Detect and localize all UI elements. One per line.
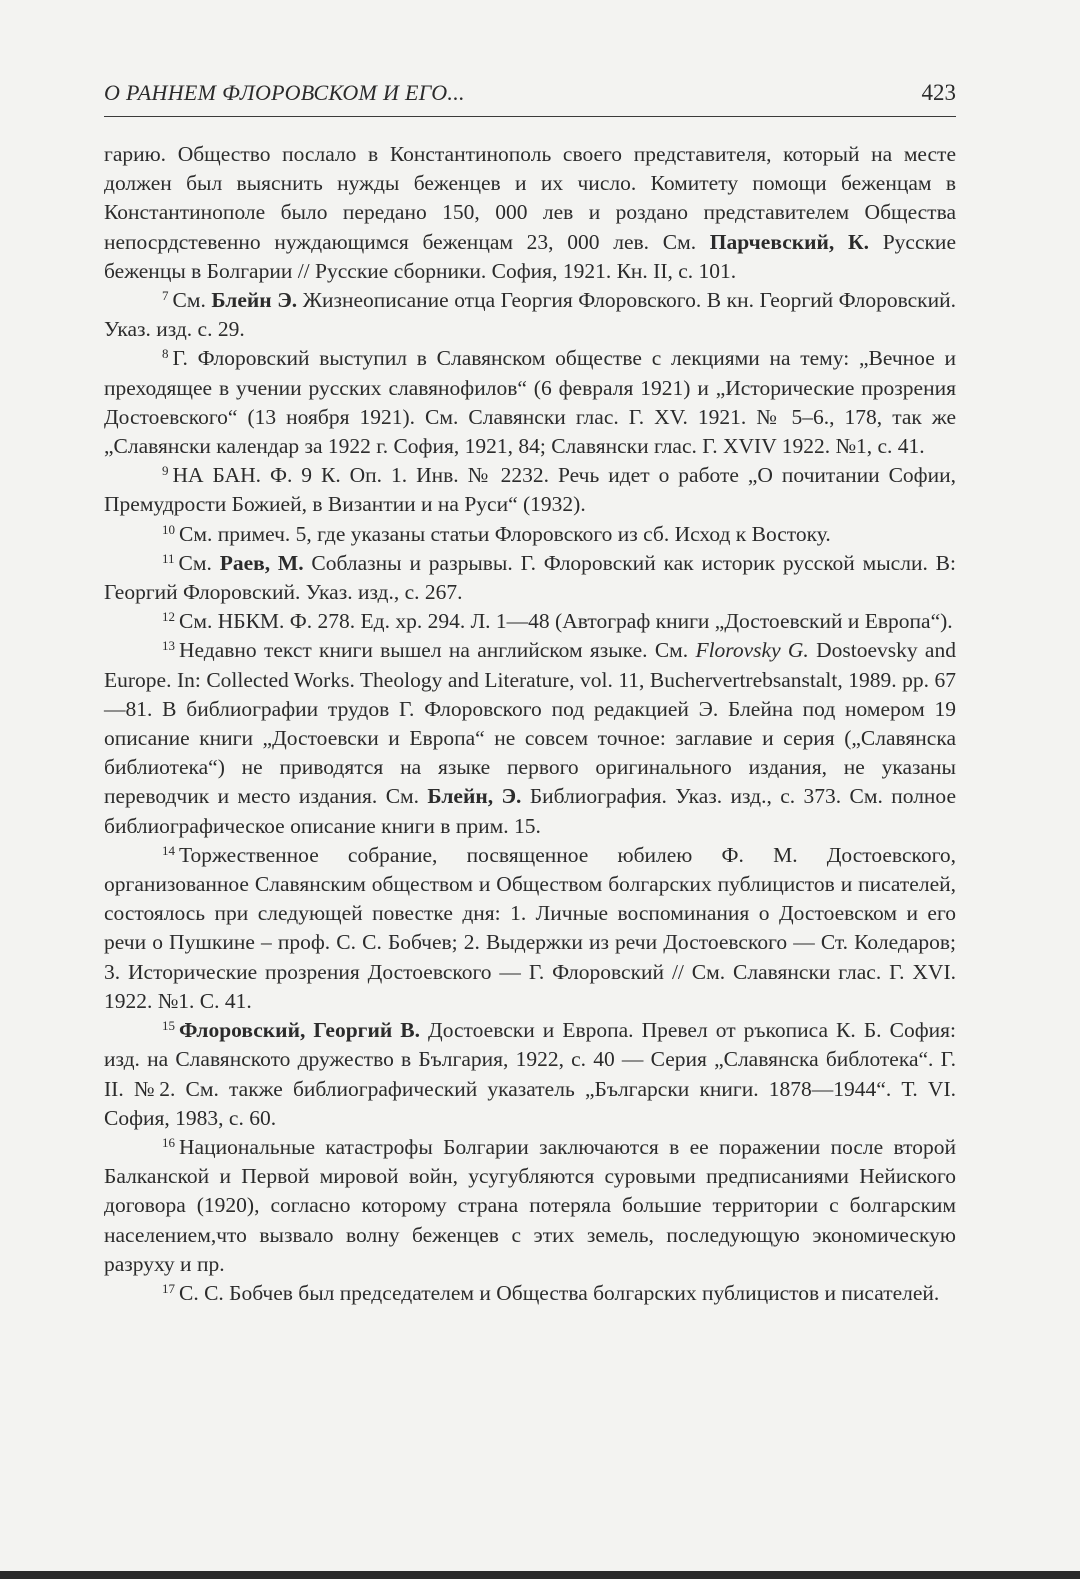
footnote-7: $^7$ См. Блейн Э. Жизнеописание отца Георгия Флоровского. В кн. Георгий Флоровский. Указ. изд. с. 29. — [104, 288, 956, 342]
footnote-number: 8 — [162, 346, 169, 362]
footnote-15: $^{15}$ Флоровский, Георгий В. Достоевски и Европа. Превел от ръкописа К. Б. София: изд. на Славянското дружество в България, 1922, с. 40 — Серия „Славянска библотека“. Г. II. №2. См. также библиографический указатель „Български книги. 1878—1944“. Т. VI. София, 1983, с. 60. — [104, 1018, 956, 1130]
footnote-number: 17 — [162, 1280, 175, 1296]
running-title: О РАННЕМ ФЛОРОВСКОМ И ЕГО... — [104, 80, 465, 105]
footnote-13: $^{13}$ Недавно текст книги вышел на английском языке. См. Florovsky G. Dostoevsky and Europe. In: Collected Works. Theology and Literature, vol. 11, Buchervertrebsanstalt, 1989. pp. 67—81. В библиографии трудов Г. Флоровского под редакцией Э. Блейна под номером 19 описание книги „Достоевски и Европа“ не совсем точное: заглавие и серия („Славянска библиотека“) не приводятся на языке первого оригинального издания, не указаны переводчик и место издания. См. Блейн, Э. Библиография. Указ. изд., с. 373. См. полное библиографическое описание книги в прим. 15. — [104, 638, 956, 838]
page-number: 423 — [921, 80, 956, 105]
footnote-10: $^{10}$ См. примеч. 5, где указаны статьи Флоровского из сб. Исход к Востоку. — [162, 521, 831, 546]
footnote-number: 14 — [162, 842, 175, 858]
footnote-16: $^{16}$ Национальные катастрофы Болгарии заключаются в ее поражении после второй Балканской и Первой мировой войн, усугубляются суровыми предписаниями Нейиского договора (1920), согласно которому страна потеряла большие территории с болгарским населением,что вызвало волну беженцев с этих земель, последующую экономическую разруху и пр. — [104, 1134, 956, 1276]
footnote-number: 10 — [162, 521, 175, 537]
footnote-number: 16 — [162, 1134, 175, 1150]
footnote-number: 15 — [162, 1018, 175, 1034]
footnote-6-continued: гарию. Общество послало в Константинополь своего представителя, который на месте должен был выяснить нужды беженцев и их число. Комитету помощи беженцам в Константинополе было передано 150, 000 лев и роздано представителем Общества непосрдстевенно нуждающимся беженцам 23, 000 лев. См. Парчевский, К. Русские беженцы в Болгарии // Русские сборники. София, 1921. Кн. II, с. 101. — [104, 142, 956, 283]
footnote-12: $^{12}$ См. НБКМ. Ф. 278. Ед. хр. 294. Л. 1—48 (Автограф книги „Достоевский и Европа“). — [162, 609, 953, 634]
footnote-number: 9 — [162, 463, 169, 479]
footnotes — [104, 140, 956, 1308]
footnote-17: $^{17}$ С. С. Бобчев был председателем и Общества болгарских публицистов и писателей. — [162, 1280, 940, 1305]
footnote-number: 11 — [162, 550, 175, 566]
footnote-9: $^9$ НА БАН. Ф. 9 К. Оп. 1. Инв. № 2232. Речь идет о работе „О почитании Софии, Премудрости Божией, в Византии и на Руси“ (1932). — [104, 463, 956, 517]
footnote-number: 7 — [162, 288, 169, 304]
footnote-number: 12 — [162, 609, 175, 625]
footnote-14: $^{14}$ Торжественное собрание, посвященное юбилею Ф. М. Достоевского, организованное Славянским обществом и Обществом болгарских публицистов и писателей, состоялось при следующей повестке дня: 1. Личные воспоминания о Достоевском и его речи о Пушкине – проф. С. С. Бобчев; 2. Выдержки из речи Достоевского — Ст. Коледаров; 3. Исторические прозрения Достоевского — Г. Флоровский // См. Славянски глас. Г. XVI. 1922. №1. С. 41. — [104, 842, 956, 1013]
footnote-11: $^{11}$ См. Раев, М. Соблазны и разрывы. Г. Флоровский как историк русской мысли. В: Георгий Флоровский. Указ. изд., с. 267. — [104, 550, 956, 605]
page-header — [104, 80, 956, 117]
scan-edge — [0, 1571, 1080, 1579]
footnote-number: 13 — [162, 638, 175, 654]
footnote-8: $^8$ Г. Флоровский выступил в Славянском обществе с лекциями на тему: „Вечное и преходящее в учении русских славянофилов“ (6 февраля 1921) и „Исторические прозрения Достоевского“ (13 ноября 1921). См. Славянски глас. Г. XV. 1921. № 5–6., 178, так же „Славянски календар за 1922 г. София, 1921, 84; Славянски глас. Г. XVIV 1922. №1, с. 41. — [104, 346, 956, 459]
